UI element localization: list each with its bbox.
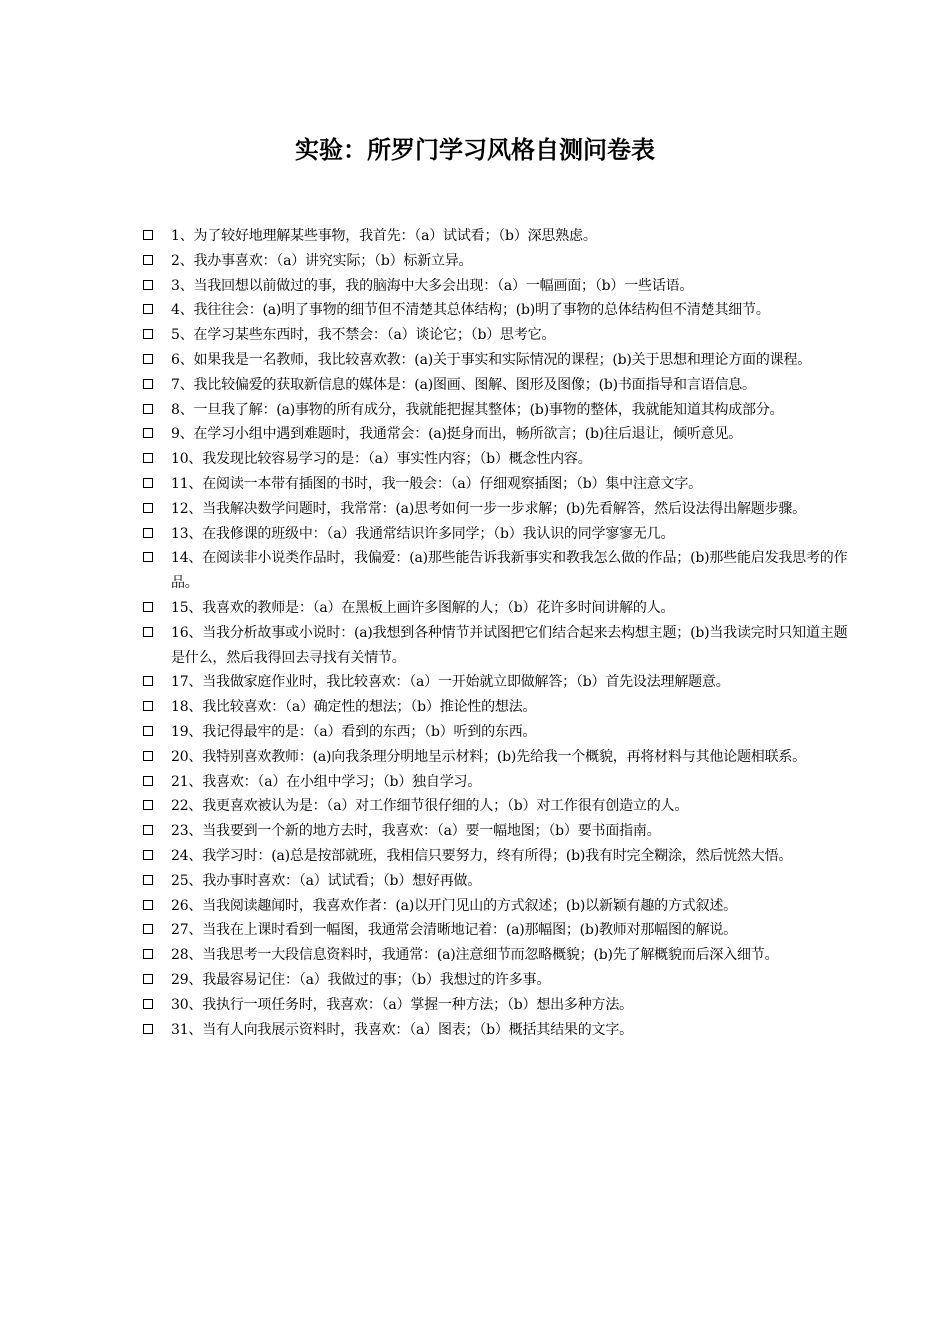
question-text: 1、为了较好地理解某些事物，我首先：（a）试试看；（b）深思熟虑。 — [171, 228, 597, 244]
question-text: 19、我记得最牢的是：（a）看到的东西；（b）听到的东西。 — [171, 723, 537, 740]
question-item — [143, 720, 855, 745]
checkbox[interactable] — [143, 354, 153, 364]
question-item — [143, 472, 855, 497]
checkbox[interactable] — [143, 329, 153, 339]
checkbox[interactable] — [143, 404, 153, 414]
question-item — [143, 943, 855, 968]
question-text: 30、我执行一项任务时，我喜欢：（a）掌握一种方法；（b）想出多种方法。 — [171, 996, 633, 1013]
checkbox[interactable] — [143, 379, 153, 389]
question-item — [143, 497, 855, 522]
question-item — [143, 621, 855, 671]
checkbox[interactable] — [143, 627, 153, 637]
question-text: 14、在阅读非小说类作品时，我偏爱：(a)那些能告诉我新事实和教我怎么做的作品；(b)那些能启发我思考的作品。 — [171, 550, 848, 592]
question-text: 21、我喜欢：（a）在小组中学习；（b）独自学习。 — [171, 773, 482, 790]
question-item — [143, 398, 855, 423]
question-text: 10、我发现比较容易学习的是：（a）事实性内容；（b）概念性内容。 — [171, 451, 592, 468]
question-text: 7、我比较偏爱的获取新信息的媒体是：(a)图画、图解、图形及图像；(b)书面指导和言语信息。 — [171, 376, 756, 393]
question-text: 22、我更喜欢被认为是：（a）对工作细节很仔细的人；（b）对工作很有创造立的人。 — [171, 798, 689, 815]
question-text: 24、我学习时：(a)总是按部就班，我相信只要努力，终有所得；(b)我有时完全糊涂，然后恍然大悟。 — [171, 847, 793, 864]
checkbox[interactable] — [143, 304, 153, 314]
question-item — [143, 894, 855, 919]
question-text: 17、当我做家庭作业时，我比较喜欢：（a）一开始就立即做解答；（b）首先设法理解题意。 — [171, 674, 730, 691]
question-text: 11、在阅读一本带有插图的书时，我一般会：（a）仔细观察插图；（b）集中注意文字。 — [171, 475, 702, 492]
question-text: 4、我往往会：(a)明了事物的细节但不清楚其总体结构；(b)明了事物的总体结构但不清楚其细节。 — [171, 302, 770, 319]
checkbox[interactable] — [143, 255, 153, 265]
question-item — [143, 794, 855, 819]
checkbox[interactable] — [143, 850, 153, 860]
question-item — [143, 695, 855, 720]
checkbox[interactable] — [143, 230, 153, 240]
question-item — [143, 819, 855, 844]
question-text: 6、如果我是一名教师，我比较喜欢教：(a)关于事实和实际情况的课程；(b)关于思想和理论方面的课程。 — [171, 351, 812, 368]
checkbox[interactable] — [143, 800, 153, 810]
checkbox[interactable] — [143, 552, 153, 562]
question-item — [143, 522, 855, 547]
question-text: 28、当我思考一大段信息资料时，我通常：(a)注意细节而忽略概貌；(b)先了解概貌而后深入细节。 — [171, 947, 779, 964]
question-item — [143, 298, 855, 323]
question-text: 8、一旦我了解：(a)事物的所有成分，我就能把握其整体；(b)事物的整体，我就能知道其构成部分。 — [171, 401, 784, 418]
question-text: 12、当我解决数学问题时，我常常：(a)思考如何一步一步求解；(b)先看解答，然后设法得出解题步骤。 — [171, 500, 806, 517]
checkbox[interactable] — [143, 478, 153, 488]
question-text: 26、当我阅读趣闻时，我喜欢作者：(a)以开门见山的方式叙述；(b)以新颖有趣的方式叙述。 — [171, 897, 737, 914]
question-text: 5、在学习某些东西时，我不禁会：（a）谈论它；（b）思考它。 — [171, 327, 556, 344]
question-text: 16、当我分析故事或小说时：(a)我想到各种情节并试图把它们结合起来去构想主题；(b)当我读完时只知道主题是什么，然后我得回去寻找有关情节。 — [171, 624, 848, 666]
checkbox[interactable] — [143, 428, 153, 438]
checkbox[interactable] — [143, 999, 153, 1009]
checkbox[interactable] — [143, 900, 153, 910]
checkbox[interactable] — [143, 776, 153, 786]
question-text: 13、在我修课的班级中：（a）我通常结识许多同学；（b）我认识的同学寥寥无几。 — [171, 525, 675, 542]
question-item — [143, 918, 855, 943]
question-item — [143, 670, 855, 695]
question-text: 31、当有人向我展示资料时，我喜欢：（a）图表；（b）概括其结果的文字。 — [171, 1021, 633, 1038]
checkbox[interactable] — [143, 676, 153, 686]
question-item — [143, 968, 855, 993]
question-text: 3、当我回想以前做过的事，我的脑海中大多会出现：（a）一幅画面；（b）一些话语。 — [171, 277, 694, 294]
question-text: 15、我喜欢的教师是：（a）在黑板上画许多图解的人；（b）花许多时间讲解的人。 — [171, 599, 675, 616]
question-item — [143, 869, 855, 894]
question-item — [143, 745, 855, 770]
question-item — [143, 249, 855, 274]
question-item — [143, 596, 855, 621]
checkbox[interactable] — [143, 602, 153, 612]
page-title: 实验：所罗门学习风格自测问卷表 — [295, 135, 655, 164]
checkbox[interactable] — [143, 949, 153, 959]
checkbox[interactable] — [143, 924, 153, 934]
question-item — [143, 373, 855, 398]
question-text: 20、我特别喜欢教师：(a)向我条理分明地呈示材料；(b)先给我一个概貌，再将材料与其他论题相联系。 — [171, 748, 806, 765]
checkbox[interactable] — [143, 453, 153, 463]
question-list — [143, 224, 855, 1042]
question-item — [143, 323, 855, 348]
checkbox[interactable] — [143, 974, 153, 984]
checkbox[interactable] — [143, 503, 153, 513]
question-item — [143, 844, 855, 869]
question-text: 18、我比较喜欢：（a）确定性的想法；（b）推论性的想法。 — [171, 699, 537, 716]
question-item — [143, 447, 855, 472]
question-text: 2、我办事喜欢：（a）讲究实际；（b）标新立异。 — [171, 252, 473, 269]
question-item — [143, 422, 855, 447]
checkbox[interactable] — [143, 726, 153, 736]
checkbox[interactable] — [143, 875, 153, 885]
question-text: 27、当我在上课时看到一幅图，我通常会清晰地记着：(a)那幅图；(b)教师对那幅图的解说。 — [171, 922, 737, 939]
question-item — [143, 770, 855, 795]
checkbox[interactable] — [143, 280, 153, 290]
checkbox[interactable] — [143, 528, 153, 538]
question-item — [143, 546, 855, 596]
question-item — [143, 224, 855, 249]
checkbox[interactable] — [143, 751, 153, 761]
checkbox[interactable] — [143, 701, 153, 711]
question-text: 9、在学习小组中遇到难题时，我通常会：(a)挺身而出，畅所欲言；(b)往后退让，倾听意见。 — [171, 426, 743, 443]
question-text: 29、我最容易记住：（a）我做过的事；（b）我想过的许多事。 — [171, 971, 551, 988]
question-text: 25、我办事时喜欢：（a）试试看；（b）想好再做。 — [171, 872, 482, 889]
checkbox[interactable] — [143, 825, 153, 835]
question-item — [143, 274, 855, 299]
question-item — [143, 348, 855, 373]
checkbox[interactable] — [143, 1024, 153, 1034]
question-text: 23、当我要到一个新的地方去时，我喜欢：（a）要一幅地图；（b）要书面指南。 — [171, 823, 661, 840]
question-item — [143, 1018, 855, 1043]
question-item — [143, 993, 855, 1018]
